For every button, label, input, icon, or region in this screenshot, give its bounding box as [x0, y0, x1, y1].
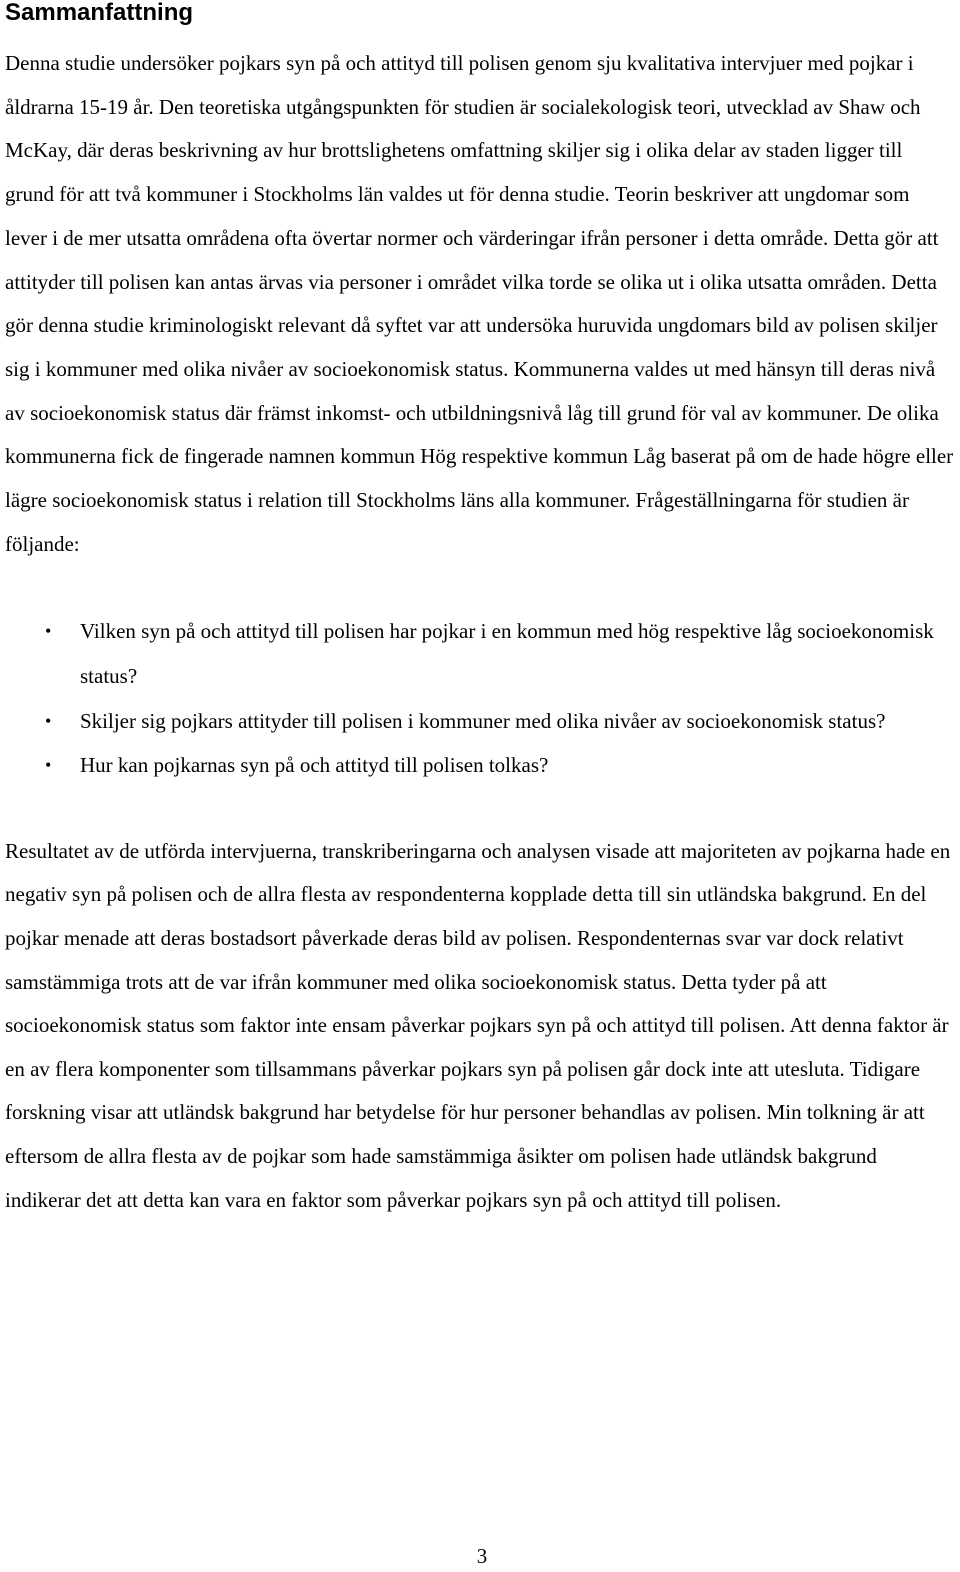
research-questions-list — [5, 609, 955, 787]
list-item — [5, 699, 955, 744]
bullet-icon: • — [45, 621, 52, 642]
page-number: 3 — [476, 1544, 488, 1568]
summary-paragraph-2: Resultatet av de utförda intervjuerna, transkriberingarna och analysen visade att majoriteten av pojkarna hade en negativ syn på polisen och de allra flesta av respondenterna kopplade detta till sin utländska bakgrund. En del pojkar menade att deras bostadsort påverkade deras bild av polisen. Respondenternas svar var dock relativt samstämmiga trots att de var ifrån kommuner med olika socioekonomisk status. Detta tyder på att socioekonomisk status som faktor inte ensam påverkar pojkars syn på och attityd till polisen. Att denna faktor är en av flera komponenter som tillsammans påverkar pojkars syn på polisen går dock inte att utesluta. Tidigare forskning visar att utländsk bakgrund har betydelse för hur personer behandlas av polisen. Min tolkning är att eftersom de allra flesta av de pojkar som hade samstämmiga åsikter om polisen hade utländsk bakgrund indikerar det att detta kan vara en faktor som påverkar pojkars syn på och attityd till polisen. — [5, 838, 951, 1212]
question-text: Vilken syn på och attityd till polisen har pojkar i en kommun med hög respektive låg socioekonomisk status? — [80, 619, 934, 689]
question-text: Hur kan pojkarnas syn på och attityd till polisen tolkas? — [80, 753, 549, 778]
document-page — [5, 0, 955, 1222]
summary-paragraph-1: Denna studie undersöker pojkars syn på och attityd till polisen genom sju kvalitativa intervjuer med pojkar i åldrarna 15-19 år. Den teoretiska utgångspunkten för studien är socialekologisk teori, utvecklad av Shaw och McKay, där deras beskrivning av hur brottslighetens omfattning skiljer sig i olika delar av staden ligger till grund för att två kommuner i Stockholms län valdes ut för denna studie. Teorin beskriver att ungdomar som lever i de mer utsatta områdena ofta övertar normer och värderingar ifrån personer i detta område. Detta gör att attityder till polisen kan antas ärvas via personer i området vilka torde se olika ut i olika utsatta områden. Detta gör denna studie kriminologiskt relevant då syftet var att undersöka huruvida ungdomars bild av polisen skiljer sig i kommuner med olika nivåer av socioekonomisk status. Kommunerna valdes ut med hänsyn till deras nivå av socioekonomisk status där främst inkomst- och utbildningsnivå låg till grund för val av kommuner. De olika kommunerna fick de fingerade namnen kommun Hög respektive kommun Låg baserat på om de hade högre eller lägre socioekonomisk status i relation till Stockholms läns alla kommuner. Frågeställningarna för studien är följande: — [5, 51, 954, 556]
bullet-icon: • — [45, 710, 52, 731]
list-item — [5, 743, 955, 788]
section-heading: Sammanfattning — [5, 0, 194, 26]
question-text: Skiljer sig pojkars attityder till polisen i kommuner med olika nivåer av socioekonomisk status? — [80, 708, 886, 733]
bullet-icon: • — [45, 755, 52, 776]
list-item — [5, 609, 955, 698]
